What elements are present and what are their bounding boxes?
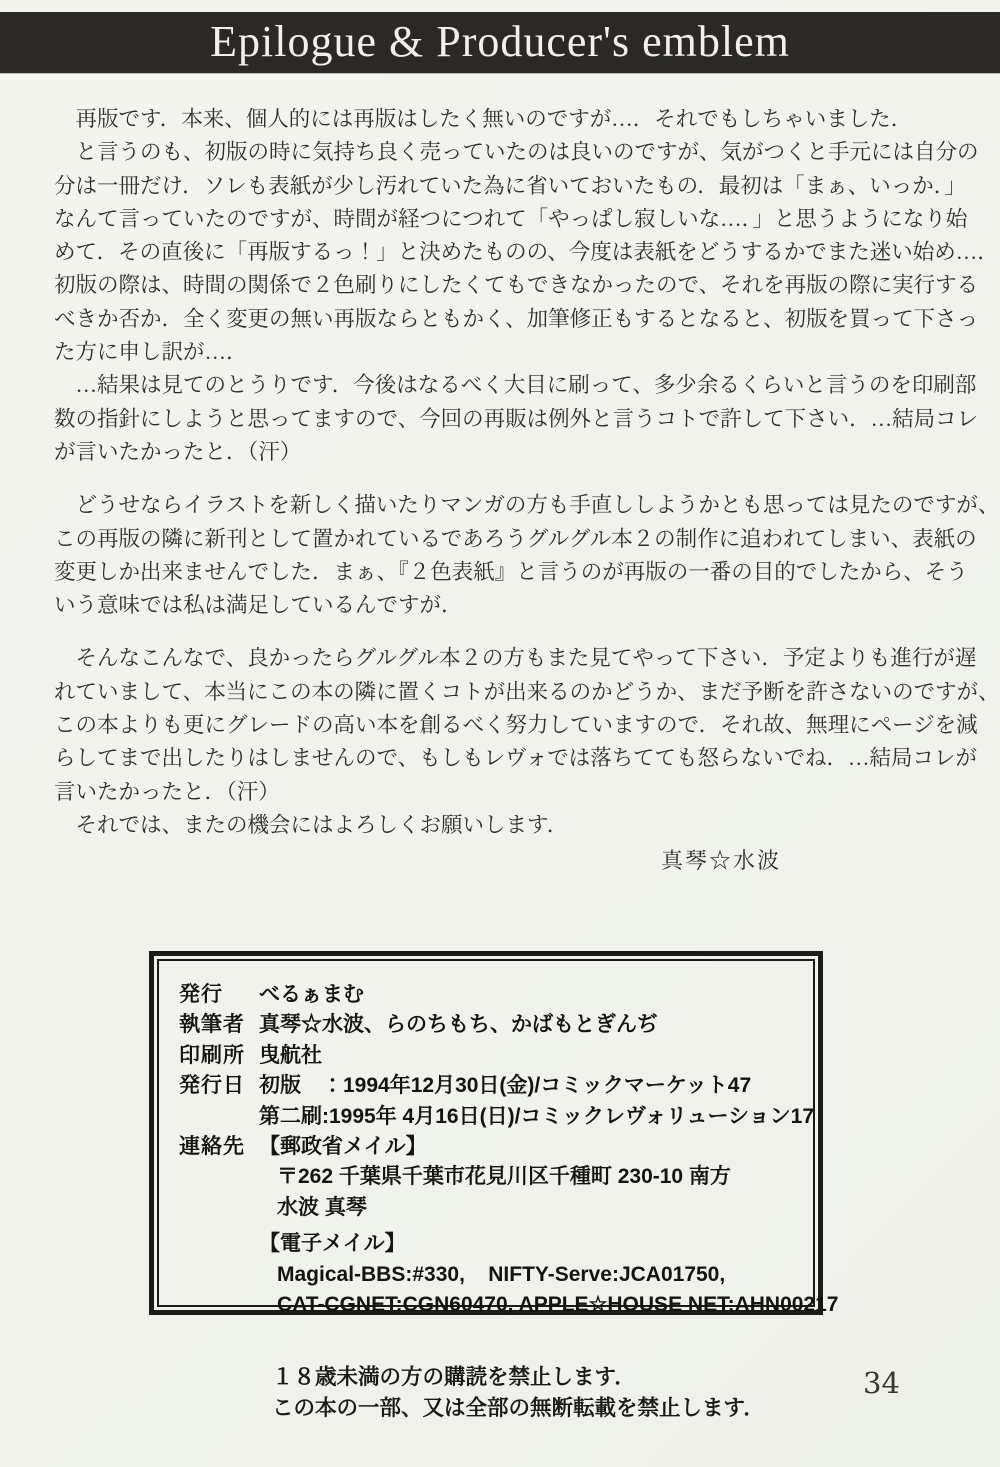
age-restriction-notice [272, 1362, 765, 1424]
colophon-row-bbs-accounts-2 [179, 1290, 839, 1320]
text-line: 言いたかったと．（汗） [54, 779, 280, 804]
colophon-value: 水波 真琴 [277, 1195, 367, 1219]
paragraph-2 [54, 489, 1000, 622]
colophon-label: 印刷所 [179, 1043, 245, 1067]
colophon-label: 連絡先 [179, 1135, 245, 1159]
colophon-row-bbs-accounts-1 [179, 1260, 805, 1290]
colophon-row-first-edition [179, 1071, 805, 1101]
colophon-value: 曳航社 [259, 1043, 322, 1067]
text-line: れていまして、本当にこの本の隣に置くコトが出来るのかどうか、まだ予断を許さないのですが、 [54, 679, 1000, 704]
colophon-label: 発行日 [179, 1074, 245, 1098]
colophon-value: べるぁまむ [259, 983, 364, 1006]
text-line: らしてまで出したりはしませんので、もしもレヴォでは落ちてても怒らないでね．…結局コレが [54, 746, 977, 771]
colophon-label: 発行 [179, 983, 223, 1006]
header-band [0, 12, 1000, 73]
colophon-inner-frame [157, 959, 839, 1317]
text-line: この再版の隣に新刊として置かれているであろうグルグル本２の制作に追われてしまい、表紙の [54, 526, 977, 551]
colophon-label [179, 1290, 259, 1320]
colophon-label: 執筆者 [179, 1013, 245, 1037]
notice-line: １８歳未満の方の購読を禁止します． [272, 1365, 636, 1389]
text-line: 分は一冊だけ．ソレも表紙が少し汚れていた為に省いておいたもの．最初は「まぁ、いっか．」 [54, 173, 967, 198]
text-line: 初版の際は、時間の関係で２色刷りにしたくてもできなかったので、それを再版の際に実行する [54, 273, 979, 298]
paragraph-3 [54, 642, 1000, 842]
colophon-row-contact-postal-header [179, 1132, 805, 1162]
text-line: 再版です．本来、個人的には再版はしたく無いのですが…．それでもしちゃいました． [54, 107, 913, 131]
afterword-body [54, 103, 1000, 862]
colophon-label [179, 1102, 259, 1132]
text-line: と言うのも、初版の時に気持ち良く売っていたのは良いのですが、気がつくと手元には自分の [54, 140, 979, 165]
page-number: 34 [863, 1366, 900, 1400]
colophon-row-recipient-name [179, 1193, 805, 1223]
text-line: 変更しか出来ませんでした．まぁ、『２色表紙』と言うのが再版の一番の目的でしたから、そう [54, 559, 968, 584]
text-line: それでは、またの機会にはよろしくお願いします． [54, 812, 569, 837]
colophon-row-postal-address [179, 1162, 805, 1192]
text-line: が言いたかったと．（汗） [54, 439, 302, 464]
colophon-value: 【郵政省メイル】 [259, 1135, 427, 1159]
colophon-row-second-printing [179, 1102, 815, 1132]
colophon-label [179, 1229, 259, 1259]
text-line: …結果は見てのとうりです．今後はなるべく大目に刷って、多少余るくらいと言うのを印刷部 [54, 373, 977, 398]
author-signature: 真琴☆水波 [660, 848, 781, 873]
colophon-row-writers [179, 1010, 805, 1040]
text-line: なんて言っていたのですが、時間が経つにつれて「やっぱし寂しいな…．」と思うようになり始 [54, 206, 968, 231]
colophon-row-printer [179, 1041, 805, 1071]
colophon-value: 【電子メイル】 [259, 1232, 406, 1256]
colophon-label [179, 1193, 259, 1223]
text-line: べきか否か．全く変更の無い再版ならともかく、加筆修正もするとなると、初版を買って下さっ [54, 306, 979, 331]
text-line: めて．その直後に「再版するっ！」と決めたものの、今度は表紙をどうするかでまた迷い始め…． [54, 240, 999, 265]
text-line: そんなこんなで、良かったらグルグル本２の方もまた見てやって下さい．予定よりも進行が遅 [54, 646, 977, 671]
colophon-value: 〒262 千葉県千葉市花見川区千種町 230-10 南方 [277, 1165, 731, 1189]
text-line: 数の指針にしようと思ってますので、今回の再販は例外と言うコトで許して下さい．…結局コレ [54, 406, 979, 431]
text-line: どうせならイラストを新しく描いたりマンガの方も手直ししようかとも思っては見たのですが、 [54, 493, 1000, 518]
text-line: た方に申し訳が…． [54, 340, 248, 365]
colophon-row-email-header [179, 1229, 805, 1259]
notice-line: この本の一部、又は全部の無断転載を禁止します． [272, 1396, 765, 1420]
text-line: いう意味では私は満足しているんですが． [54, 593, 463, 618]
colophon-value: 初版 ：1994年12月30日(金)/コミックマーケット47 [259, 1074, 752, 1098]
colophon-box [149, 951, 839, 1317]
text-line: この本よりも更にグレードの高い本を創るべく努力していますので．それ故、無理にページを減 [54, 713, 978, 738]
colophon-label [179, 1162, 259, 1192]
colophon-row-publisher [179, 980, 805, 1010]
colophon-value: 第二刷:1995年 4月16日(日)/コミックレヴォリューション17 [259, 1104, 815, 1128]
colophon-value: 真琴☆水波、らのちもち、かばもとぎんぢ [259, 1013, 658, 1037]
colophon-value: CAT-CGNET:CGN60470, APPLE☆HOUSE NET:AHN00217 [277, 1293, 839, 1317]
colophon-value: Magical-BBS:#330, NIFTY-Serve:JCA01750, [277, 1262, 726, 1286]
paragraph-1 [54, 103, 999, 469]
page-title: Epilogue & Producer's emblem [210, 17, 790, 66]
colophon-label [179, 1260, 259, 1290]
